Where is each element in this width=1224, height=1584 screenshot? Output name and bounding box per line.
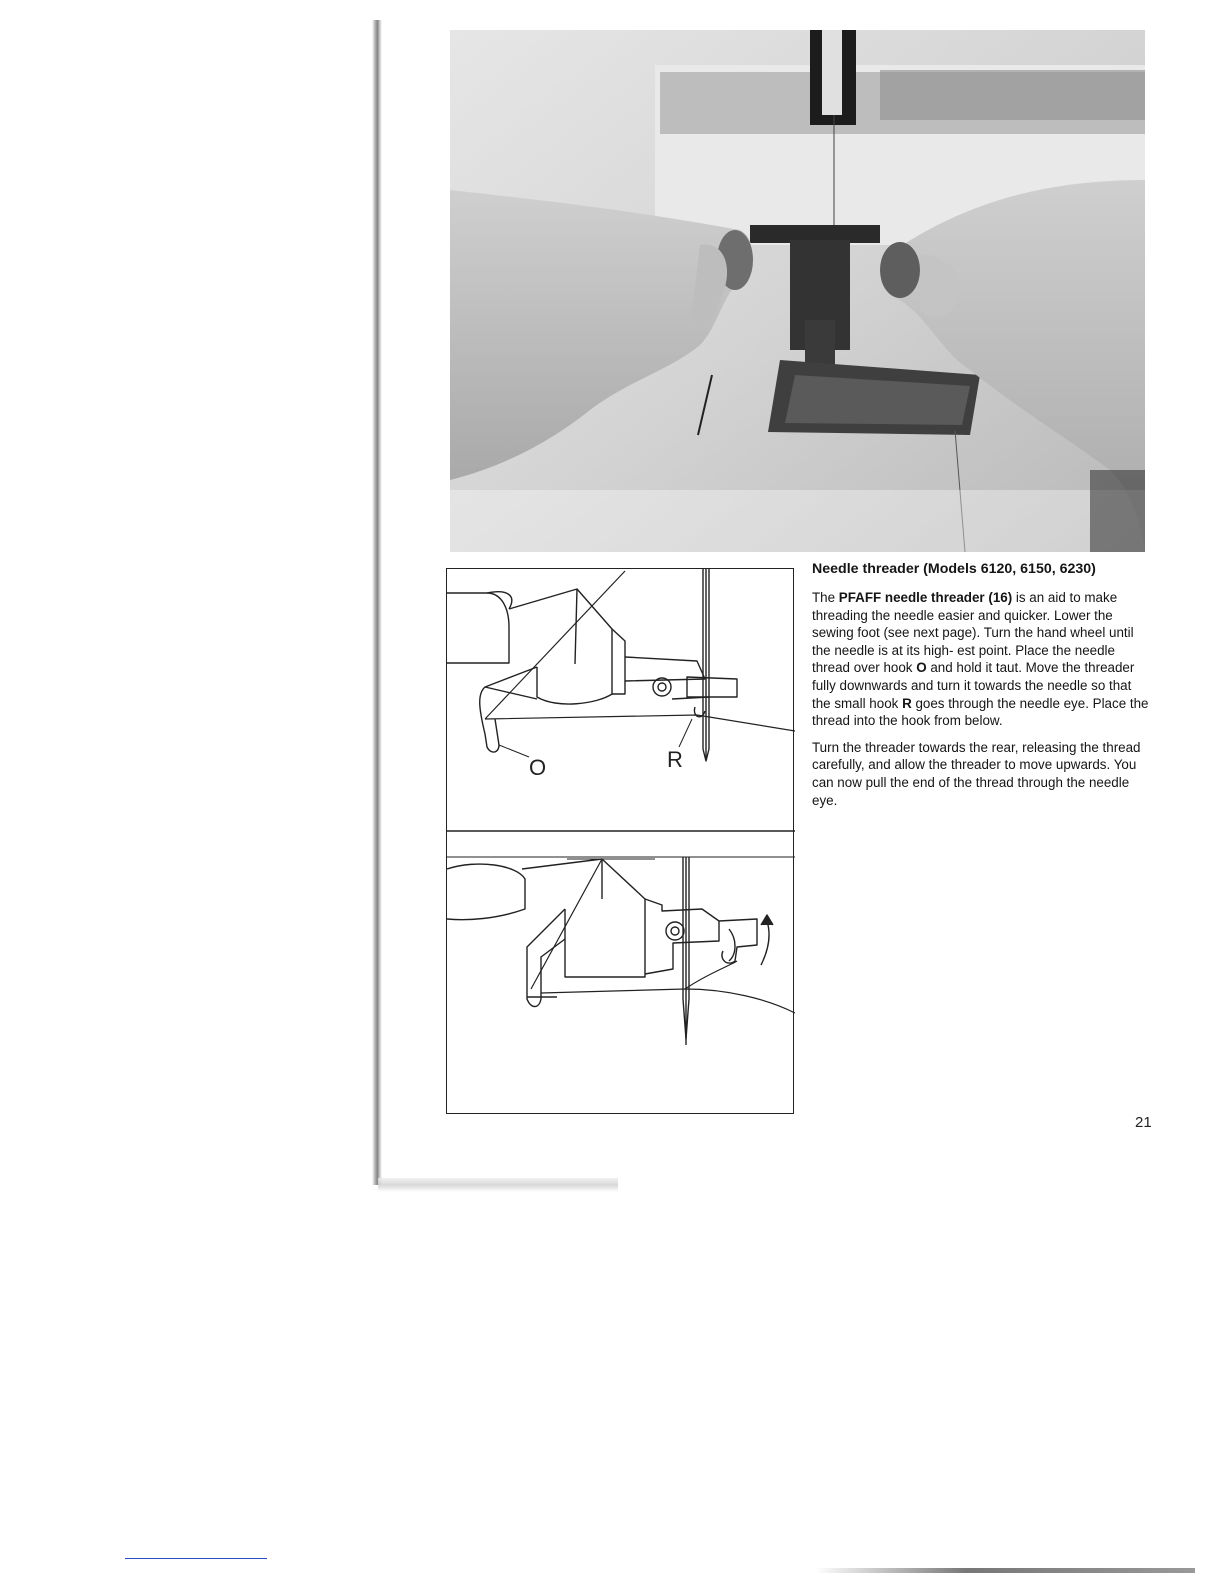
instruction-paragraph-2: Turn the threader towards the rear, releasing the thread carefully, and allow the threader to move upwards. You can now pull the end of the thread through the needle eye.	[812, 739, 1141, 808]
threading-photo	[450, 30, 1145, 552]
scan-shadow-edge	[372, 20, 382, 1185]
threader-diagram-art	[447, 569, 795, 1115]
threader-diagram	[446, 568, 794, 1114]
p1-end: goes through the needle eye. Place the thread into the hook from below.	[812, 695, 1149, 729]
p1-bold-hook-o: O	[916, 660, 927, 676]
hook-o-label: O	[529, 755, 547, 780]
instructions-column	[812, 560, 1152, 818]
footer-rule	[815, 1568, 1195, 1573]
p1-bold-hook-r: R	[902, 695, 912, 711]
p1-mid-1: is an aid to make threading the needle easier and quicker. Lower the sewing foot (see next page). Turn the hand wheel until the needle is at its high- est point. Place the needle thread over hook	[812, 590, 1134, 676]
p1-mid-2: and hold it taut. Move the threader fully downwards and turn it towards the needle so that the small hook	[812, 660, 1135, 711]
footer-link-underline	[125, 1558, 267, 1559]
instruction-paragraph-1	[812, 589, 1152, 730]
page-number: 21	[1135, 1114, 1152, 1131]
p1-lead: The	[812, 590, 839, 605]
section-heading: Needle threader (Models 6120, 6150, 6230)	[812, 561, 1096, 577]
hook-r-label: R	[667, 747, 683, 772]
scan-shadow-bottom	[378, 1178, 618, 1192]
p1-bold-threader: PFAFF needle threader (16)	[838, 590, 1013, 605]
